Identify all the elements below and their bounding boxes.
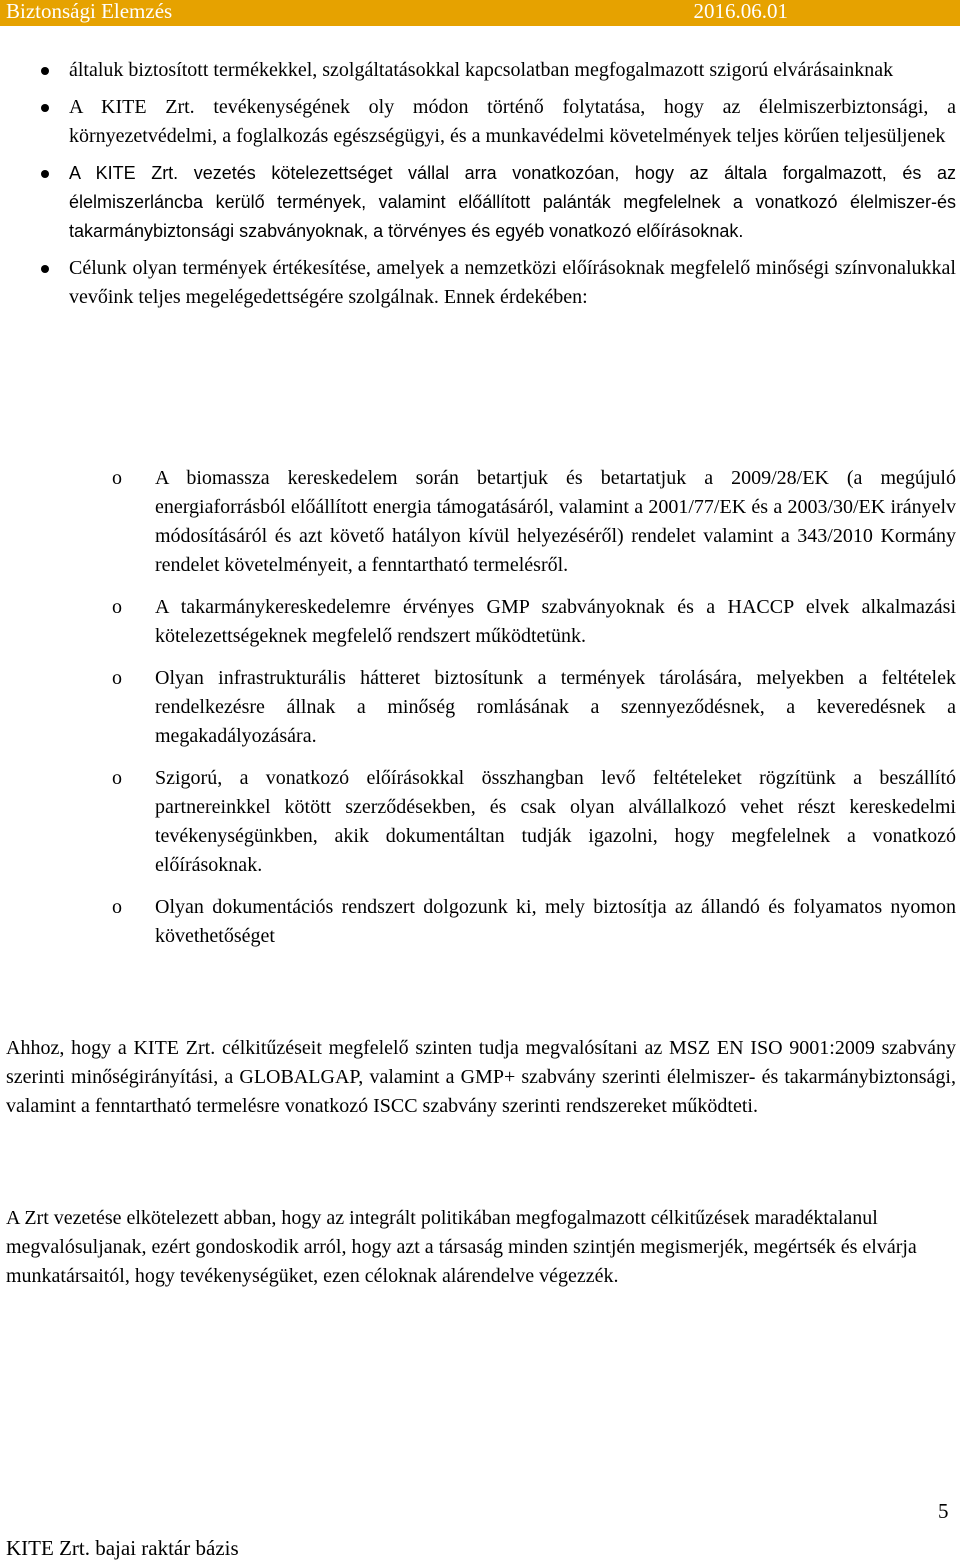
- sub-list-marker: o: [112, 767, 122, 789]
- sub-list-text: A takarmánykereskedelemre érvényes GMP szabványoknak és a HACCP elvek alkalmazási kötelezettségeknek megfelelő rendszert működtetünk.: [155, 596, 956, 647]
- page-header: [0, 0, 960, 26]
- sub-list-marker: o: [112, 667, 122, 689]
- header-date: 2016.06.01: [693, 0, 788, 23]
- sub-list-marker: o: [112, 467, 122, 489]
- sub-list-item: [0, 764, 960, 880]
- bullet-item: A KITE Zrt. tevékenységének oly módon történő folytatása, hogy az élelmiszerbiztonsági, a környezetvédelmi, a foglalkozás egészségügyi, és a munkavédelmi követelmények teljes körűen teljesüljenek: [0, 93, 960, 151]
- sub-list-text: Olyan dokumentációs rendszert dolgozunk ki, mely biztosítja az állandó és folyamatos nyomon követhetőséget: [155, 896, 956, 947]
- bullet-item: A KITE Zrt. vezetés kötelezettséget vállal arra vonatkozóan, hogy az általa forgalmazott, és az élelmiszerláncba kerülő termények, valamint előállított palánták megfelelnek a vonatkozó élelmiszer-és takarmánybiztonsági szabványoknak, a törvényes és egyéb vonatkozó előírásoknak.: [0, 159, 960, 246]
- sub-list-text: Olyan infrastrukturális hátteret biztosítunk a termények tárolására, melyekben a feltételek rendelkezésre állnak a minőség romlásának a szennyeződésnek, a keveredésnek a megakadályozására.: [155, 667, 956, 747]
- sub-list-item: [0, 464, 960, 580]
- sub-list-item: [0, 593, 960, 651]
- sub-list-marker: o: [112, 596, 122, 618]
- bullet-item: Célunk olyan termények értékesítése, amelyek a nemzetközi előírásoknak megfelelő minőségi színvonalukkal vevőink teljes megelégedettségére szolgálnak. Ennek érdekében:: [0, 254, 960, 312]
- commitment-paragraph: A Zrt vezetése elkötelezett abban, hogy az integrált politikában megfogalmazott célkitűzések maradéktalanul megvalósuljanak, ezért gondoskodik arról, hogy azt a társaság minden szintjén megismerjék, megértsék és elvárja munkatársaitól, hogy tevékenységüket, ezen céloknak alárendelve végezzék.: [6, 1207, 917, 1287]
- bullet-item: általuk biztosított termékekkel, szolgáltatásokkal kapcsolatban megfogalmazott szigorú elvárásainknak: [0, 56, 960, 85]
- page-number: 5: [938, 1499, 949, 1523]
- sub-list-text: A biomassza kereskedelem során betartjuk és betartatjuk a 2009/28/EK (a megújuló energiaforrásból előállított energia támogatásáról, valamint a 2001/77/EK és a 2003/30/EK irányelv módosításáról és azt követő hatályon kívül helyezéséről) rendelet valamint a 343/2010 Kormány rendelet követelményeit, a fenntartható termelésről.: [155, 467, 956, 576]
- sub-list-item: [0, 664, 960, 751]
- bullet-list: [0, 56, 960, 320]
- header-title: Biztonsági Elemzés: [6, 0, 173, 23]
- page-footer: KITE Zrt. bajai raktár bázis: [6, 1536, 239, 1560]
- sub-list-marker: o: [112, 896, 122, 918]
- standards-paragraph: Ahhoz, hogy a KITE Zrt. célkitűzéseit megfelelő szinten tudja megvalósítani az MSZ EN ISO 9001:2009 szabvány szerinti minőségirányítási, a GLOBALGAP, valamint a GMP+ szabvány szerinti élelmiszer- és takarmánybiztonsági, valamint a fenntartható termelésre vonatkozó ISCC szabvány szerinti rendszereket működteti.: [6, 1037, 956, 1117]
- sub-list: [0, 464, 960, 951]
- sub-list-item: [0, 893, 960, 951]
- sub-list-text: Szigorú, a vonatkozó előírásokkal összhangban levő feltételeket rögzítünk a beszállító partnereinkkel kötött szerződésekben, és csak olyan alvállalkozó vehet részt kereskedelmi tevékenységünkben, akik dokumentáltan tudják igazolni, hogy megfelelnek a vonatkozó előírásoknak.: [155, 767, 956, 876]
